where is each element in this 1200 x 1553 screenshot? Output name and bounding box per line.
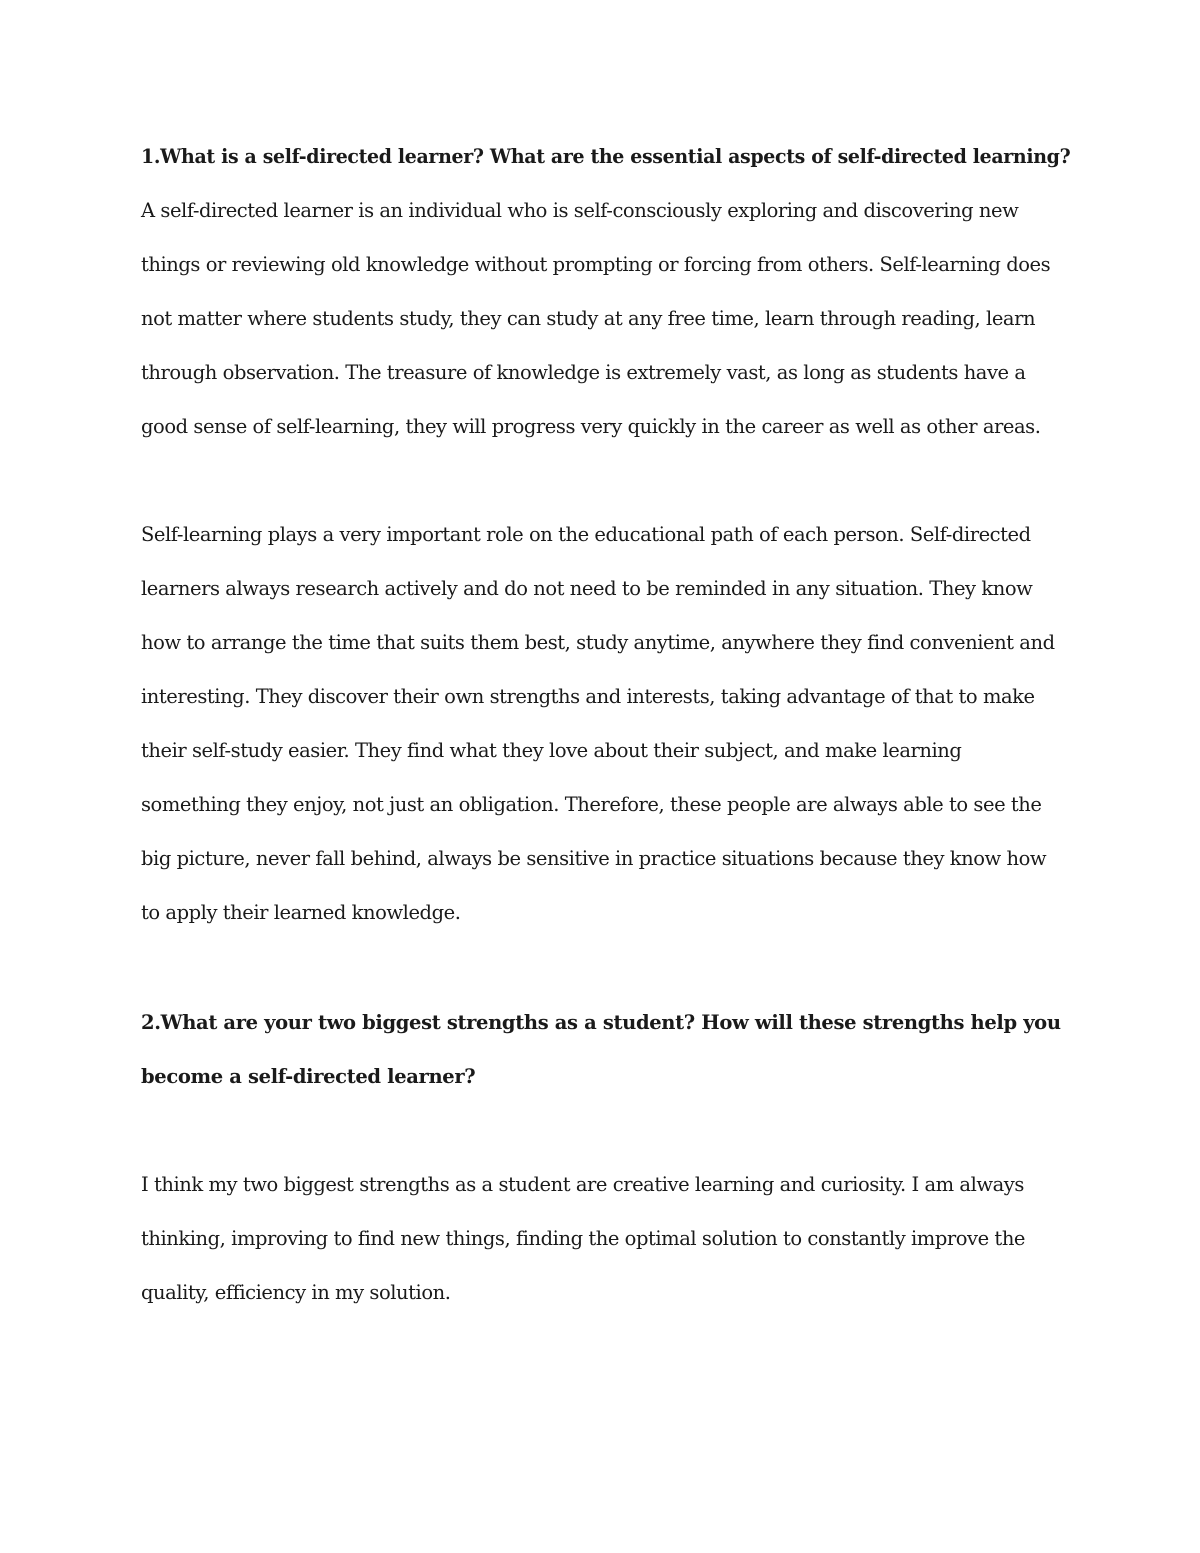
paragraph-line: A self-directed learner is an individual who is self-consciously exploring and discovering new [141,199,1019,222]
paragraph-line: quality, efficiency in my solution. [141,1281,451,1304]
paragraph-line: not matter where students study, they can study at any free time, learn through reading, learn [141,307,1036,330]
paragraph-line: big picture, never fall behind, always be sensitive in practice situations because they know how [141,847,1047,870]
question-2-heading-line: become a self-directed learner? [141,1065,476,1088]
question-1-heading: 1.What is a self-directed learner? What are the essential aspects of self-directed learning? [141,145,1071,168]
paragraph-line: how to arrange the time that suits them best, study anytime, anywhere they find convenient and [141,631,1055,654]
paragraph-line: thinking, improving to find new things, finding the optimal solution to constantly improve the [141,1227,1026,1250]
paragraph-line: something they enjoy, not just an obligation. Therefore, these people are always able to see the [141,793,1042,816]
paragraph-line: through observation. The treasure of knowledge is extremely vast, as long as students have a [141,361,1026,384]
paragraph-line: good sense of self-learning, they will progress very quickly in the career as well as other areas. [141,415,1041,438]
paragraph-line: learners always research actively and do not need to be reminded in any situation. They know [141,577,1033,600]
paragraph-line: Self-learning plays a very important role on the educational path of each person. Self-directed [141,523,1031,546]
paragraph-line: their self-study easier. They find what they love about their subject, and make learning [141,739,962,762]
question-2-heading-line: 2.What are your two biggest strengths as a student? How will these strengths help you [141,1011,1061,1034]
paragraph-line: to apply their learned knowledge. [141,901,461,924]
paragraph-line: I think my two biggest strengths as a student are creative learning and curiosity. I am always [141,1173,1024,1196]
paragraph-line: things or reviewing old knowledge without prompting or forcing from others. Self-learning does [141,253,1051,276]
paragraph-line: interesting. They discover their own strengths and interests, taking advantage of that to make [141,685,1035,708]
